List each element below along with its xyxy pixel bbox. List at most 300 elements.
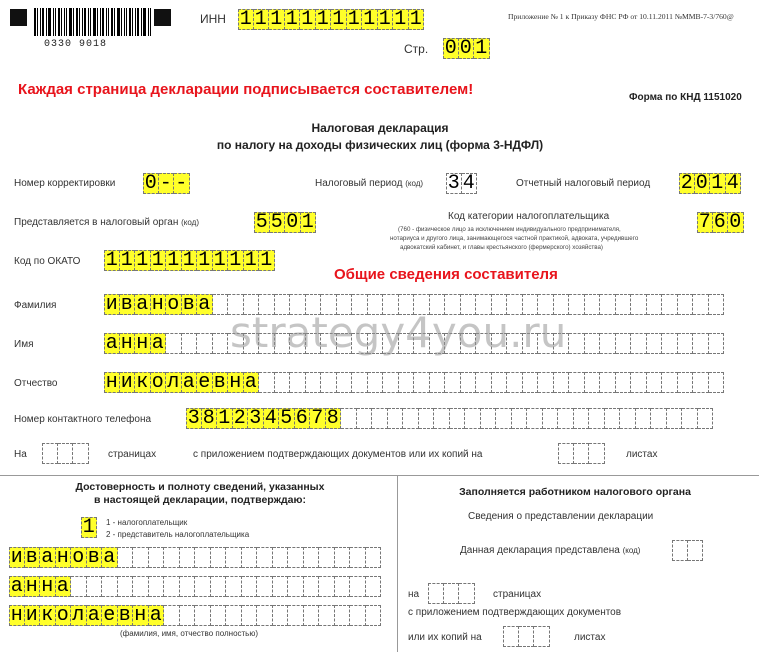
barcode-bar — [137, 8, 139, 36]
tax-authority-text: Представляется в налоговый орган — [14, 217, 179, 228]
inn-label: ИНН — [200, 12, 226, 26]
form-cell — [341, 408, 357, 429]
form-cell — [434, 408, 450, 429]
form-cell — [357, 408, 373, 429]
form-cell: 1 — [316, 9, 332, 30]
form-cell: 0 — [459, 38, 475, 59]
form-cell: а — [56, 576, 72, 597]
form-cell: 1 — [300, 9, 316, 30]
form-cell — [164, 605, 180, 626]
form-cell: 2 — [680, 171, 693, 195]
barcode-bar — [76, 8, 78, 36]
form-cell: а — [105, 331, 118, 355]
barcode-bar — [93, 8, 96, 36]
form-cell — [273, 576, 289, 597]
form-cell: а — [197, 294, 213, 315]
form-cell — [195, 605, 211, 626]
form-cell: о — [166, 294, 182, 315]
form-cell — [195, 547, 211, 568]
form-cell — [503, 626, 519, 647]
form-cell: е — [102, 605, 118, 626]
form-cell — [585, 333, 601, 354]
form-cell — [242, 547, 258, 568]
form-cell — [569, 333, 585, 354]
form-cell: а — [244, 372, 260, 393]
staff-attach-2: или их копий на — [408, 632, 482, 643]
form-cell — [180, 547, 196, 568]
form-cell: 1 — [166, 250, 182, 271]
form-cell — [678, 372, 694, 393]
barcode-digits: 0330 9018 — [44, 39, 108, 50]
form-cell: а — [40, 547, 56, 568]
category-field[interactable] — [697, 212, 744, 233]
form-cell: 4 — [726, 173, 742, 194]
form-cell — [133, 547, 149, 568]
form-cell: а — [87, 605, 103, 626]
inn-field[interactable] — [238, 9, 424, 30]
form-cell — [616, 333, 632, 354]
form-cell: и — [25, 605, 41, 626]
staff-attach-1: с приложением подтверждающих документов — [408, 607, 622, 618]
form-cell: к — [40, 605, 56, 626]
tax-period-code: (код) — [405, 179, 424, 188]
form-cell: о — [71, 547, 87, 568]
staff-sheets-word: листах — [574, 632, 606, 643]
form-cell: 0 — [285, 212, 301, 233]
form-cell — [428, 583, 444, 604]
form-cell — [180, 576, 196, 597]
form-cell: в — [182, 294, 198, 315]
staff-block-title: Заполняется работником налогового органа — [459, 486, 691, 498]
form-cell — [682, 408, 698, 429]
form-cell — [197, 333, 213, 354]
form-cell — [512, 408, 528, 429]
form-cell — [273, 605, 289, 626]
form-cell: о — [56, 605, 72, 626]
form-cell — [678, 294, 694, 315]
form-cell: 1 — [362, 9, 378, 30]
form-cell — [118, 576, 134, 597]
form-cell: 1 — [474, 38, 490, 59]
form-cell: и — [105, 292, 118, 316]
staff-block-subtitle: Сведения о представлении декларации — [468, 511, 654, 522]
column-divider — [397, 475, 398, 652]
correction-label: Номер корректировки — [14, 178, 116, 189]
barcode-bar — [150, 8, 151, 36]
form-cell — [662, 333, 678, 354]
form-cell: 1 — [217, 408, 233, 429]
form-cell — [519, 626, 535, 647]
form-cell — [569, 294, 585, 315]
form-cell — [257, 547, 273, 568]
form-cell — [58, 443, 74, 464]
form-cell: 1 — [239, 7, 252, 31]
form-cell: н — [133, 605, 149, 626]
form-cell — [133, 576, 149, 597]
form-cell — [647, 372, 663, 393]
form-cell — [558, 443, 574, 464]
form-cell — [211, 576, 227, 597]
form-cell — [399, 372, 415, 393]
form-cell — [366, 605, 382, 626]
document-title-line2: по налогу на доходы физических лиц (форма 3-НДФЛ) — [216, 138, 544, 152]
form-cell — [672, 540, 688, 561]
barcode-bar — [100, 8, 101, 36]
signer-name-field[interactable] — [9, 576, 381, 597]
form-cell — [631, 372, 647, 393]
form-cell: 4 — [462, 173, 478, 194]
form-cell — [450, 408, 466, 429]
form-cell — [211, 547, 227, 568]
form-cell — [319, 547, 335, 568]
form-cell — [259, 372, 275, 393]
barcode-bar — [117, 8, 120, 36]
pages-word: страницах — [108, 449, 157, 460]
confirm-title-1: Достоверность и полноту сведений, указанных — [75, 481, 325, 493]
form-cell: 1 — [197, 250, 213, 271]
barcode-bar — [148, 8, 149, 36]
form-cell: в — [25, 547, 41, 568]
form-cell: 1 — [259, 250, 275, 271]
sheets-count-field[interactable] — [558, 443, 605, 464]
form-cell — [647, 294, 663, 315]
form-cell — [321, 372, 337, 393]
barcode-bar — [106, 8, 107, 36]
form-cell: 8 — [202, 408, 218, 429]
form-cell — [366, 576, 382, 597]
form-cell — [574, 443, 590, 464]
form-cell — [693, 333, 709, 354]
form-cell: в — [120, 294, 136, 315]
form-cell: а — [10, 574, 23, 598]
barcode-bar — [73, 8, 74, 36]
form-cell — [288, 605, 304, 626]
barcode-bar — [84, 8, 86, 36]
form-cell — [71, 576, 87, 597]
form-cell: 1 — [82, 515, 95, 539]
form-cell — [605, 408, 621, 429]
form-cell — [693, 294, 709, 315]
form-cell — [164, 547, 180, 568]
phone-label: Номер контактного телефона — [14, 414, 152, 425]
tax-period-text: Налоговый период — [315, 178, 403, 189]
form-cell: н — [135, 333, 151, 354]
form-cell — [709, 333, 725, 354]
form-cell: 1 — [228, 250, 244, 271]
barcode-bar — [114, 8, 115, 36]
barcode-bar — [124, 8, 125, 36]
form-cell — [226, 605, 242, 626]
form-cell — [585, 372, 601, 393]
staff-on-label: на — [408, 589, 420, 600]
form-cell — [492, 372, 508, 393]
form-cell — [319, 605, 335, 626]
form-cell: а — [182, 372, 198, 393]
form-cell: 6 — [713, 212, 729, 233]
form-cell — [430, 372, 446, 393]
form-cell — [616, 294, 632, 315]
name-label: Имя — [14, 339, 34, 350]
form-cell: 6 — [295, 408, 311, 429]
barcode-bar — [79, 8, 80, 36]
barcode-bar — [69, 8, 72, 36]
category-note-1: (760 - физическое лицо за исключением индивидуального предпринимателя, — [398, 226, 621, 233]
form-cell — [709, 294, 725, 315]
form-cell — [543, 408, 559, 429]
form-cell — [372, 408, 388, 429]
form-cell — [403, 408, 419, 429]
form-cell: 0 — [728, 212, 744, 233]
form-cell — [569, 372, 585, 393]
form-cell: н — [40, 576, 56, 597]
form-cell: к — [135, 372, 151, 393]
form-cell — [304, 576, 320, 597]
form-cell — [527, 408, 543, 429]
signer-patronymic-field[interactable] — [9, 605, 381, 626]
form-cell — [242, 605, 258, 626]
form-cell — [589, 408, 605, 429]
form-cell — [600, 333, 616, 354]
barcode-bar — [129, 8, 131, 36]
form-cell: 3 — [248, 408, 264, 429]
form-cell — [275, 372, 291, 393]
form-cell: н — [120, 333, 136, 354]
form-cell — [523, 372, 539, 393]
form-cell — [693, 372, 709, 393]
form-cell — [350, 547, 366, 568]
form-cell: 1 — [710, 173, 726, 194]
corner-marker-left — [10, 9, 27, 26]
section-title: Общие сведения составителя — [334, 266, 558, 283]
form-cell: 1 — [254, 9, 270, 30]
barcode — [34, 8, 153, 36]
form-cell: 5 — [270, 212, 286, 233]
category-label: Код категории налогоплательщика — [448, 211, 610, 222]
form-cell: е — [197, 372, 213, 393]
form-cell — [319, 576, 335, 597]
form-cell: 1 — [347, 9, 363, 30]
barcode-bar — [42, 8, 44, 36]
form-cell — [538, 372, 554, 393]
form-cell — [445, 372, 461, 393]
form-cell — [444, 583, 460, 604]
patronymic-label: Отчество — [14, 378, 58, 389]
form-cell — [554, 372, 570, 393]
barcode-bar — [132, 8, 133, 36]
form-cell: 2 — [233, 408, 249, 429]
form-cell — [476, 372, 492, 393]
form-cell — [459, 583, 475, 604]
signature-warning: Каждая страница декларации подписывается составителем! — [18, 81, 474, 98]
tax-period-label — [315, 178, 423, 189]
tax-authority-field[interactable] — [254, 212, 316, 233]
form-cell — [350, 576, 366, 597]
tax-period-field[interactable] — [446, 173, 477, 194]
form-cell — [600, 294, 616, 315]
form-cell — [335, 605, 351, 626]
form-cell: 3 — [447, 171, 460, 195]
form-cell: 4 — [264, 408, 280, 429]
pages-on-label: На — [14, 449, 27, 460]
form-cell: в — [118, 605, 134, 626]
form-cell — [620, 408, 636, 429]
phone-field[interactable] — [186, 408, 713, 429]
barcode-bar — [37, 8, 38, 36]
page-number-field[interactable] — [443, 38, 490, 59]
form-cell — [149, 547, 165, 568]
surname-label: Фамилия — [14, 300, 57, 311]
patronymic-field[interactable] — [104, 372, 724, 393]
tax-authority-code: (код) — [181, 218, 199, 227]
form-cell: 7 — [698, 210, 711, 234]
form-cell — [257, 576, 273, 597]
form-cell: о — [151, 372, 167, 393]
form-cell — [698, 408, 714, 429]
form-cell: 0 — [695, 173, 711, 194]
form-cell — [585, 294, 601, 315]
barcode-bar — [46, 8, 47, 36]
confirm-title-2: в настоящей декларации, подтверждаю: — [94, 494, 306, 506]
correction-field[interactable] — [143, 173, 190, 194]
form-cell — [306, 372, 322, 393]
form-cell: 1 — [244, 250, 260, 271]
form-cell — [589, 443, 605, 464]
form-cell — [304, 605, 320, 626]
category-note-2: нотариуса и другого лица, занимающегося частной практикой, адвоката, учредившего — [390, 235, 639, 242]
form-cell — [709, 372, 725, 393]
barcode-bar — [53, 8, 54, 36]
form-cell: а — [151, 333, 167, 354]
form-cell — [335, 576, 351, 597]
form-cell: 1 — [182, 250, 198, 271]
form-cell — [461, 372, 477, 393]
form-cell: 0 — [444, 36, 457, 60]
okato-label: Код по ОКАТО — [14, 256, 81, 267]
form-cell — [667, 408, 683, 429]
form-cell — [118, 547, 134, 568]
signer-surname-field[interactable] — [9, 547, 381, 568]
form-cell: 1 — [135, 250, 151, 271]
form-cell — [534, 626, 550, 647]
signer-option-1: 1 - налогоплательщик — [106, 518, 188, 527]
form-cell: 7 — [310, 408, 326, 429]
form-cell — [662, 372, 678, 393]
signer-option-2: 2 - представитель налогоплательщика — [106, 530, 250, 539]
form-cell — [496, 408, 512, 429]
barcode-bar — [34, 8, 36, 36]
form-cell: 1 — [151, 250, 167, 271]
form-cell: 5 — [279, 408, 295, 429]
form-cell: 1 — [393, 9, 409, 30]
submitted-code-field[interactable] — [672, 540, 703, 561]
form-cell — [226, 547, 242, 568]
report-year-field[interactable] — [679, 173, 741, 194]
form-cell: н — [105, 370, 118, 394]
form-cell: н — [228, 372, 244, 393]
form-cell — [73, 443, 89, 464]
staff-pages-word: страницах — [493, 589, 542, 600]
signer-type-field[interactable] — [81, 517, 97, 538]
form-cell — [257, 605, 273, 626]
form-cell — [164, 576, 180, 597]
form-cell — [600, 372, 616, 393]
form-cell: 8 — [326, 408, 342, 429]
form-cell — [647, 333, 663, 354]
barcode-bar — [58, 8, 60, 36]
form-cell — [636, 408, 652, 429]
barcode-bar — [97, 8, 98, 36]
barcode-bar — [141, 8, 142, 36]
barcode-bar — [121, 8, 122, 36]
form-cell: 1 — [269, 9, 285, 30]
corner-marker-mid — [154, 9, 171, 26]
barcode-bar — [61, 8, 62, 36]
barcode-bar — [126, 8, 127, 36]
form-cell — [465, 408, 481, 429]
form-cell — [352, 372, 368, 393]
tax-authority-label — [14, 217, 199, 228]
form-cell — [211, 605, 227, 626]
barcode-bar — [111, 8, 113, 36]
form-cell — [574, 408, 590, 429]
form-cell — [366, 547, 382, 568]
attach-text: с приложением подтверждающих документов или их копий на — [193, 449, 483, 460]
okato-field[interactable] — [104, 250, 275, 271]
watermark: strategy4you.ru — [230, 308, 567, 357]
signer-caption: (фамилия, имя, отчество полностью) — [120, 629, 259, 638]
form-cell: н — [10, 603, 23, 627]
section-divider — [0, 475, 759, 476]
barcode-bar — [64, 8, 65, 36]
form-cell: 1 — [378, 9, 394, 30]
form-cell — [213, 333, 229, 354]
barcode-bar — [143, 8, 146, 36]
barcode-bar — [48, 8, 51, 36]
report-year-label: Отчетный налоговый период — [516, 178, 651, 189]
staff-sheets-field[interactable] — [503, 626, 550, 647]
form-cell: л — [71, 605, 87, 626]
form-cell: и — [120, 372, 136, 393]
form-cell: н — [25, 576, 41, 597]
form-cell — [350, 605, 366, 626]
form-cell: - — [159, 173, 175, 194]
pages-count-field[interactable] — [42, 443, 89, 464]
form-cell: л — [166, 372, 182, 393]
form-cell — [558, 408, 574, 429]
barcode-bar — [135, 8, 136, 36]
form-cell — [337, 372, 353, 393]
barcode-bar — [55, 8, 56, 36]
form-cell — [242, 576, 258, 597]
staff-pages-field[interactable] — [428, 583, 475, 604]
page-label: Стр. — [404, 42, 429, 56]
form-cell — [414, 372, 430, 393]
form-cell — [288, 547, 304, 568]
form-cell — [87, 576, 103, 597]
form-cell: 1 — [105, 248, 118, 272]
form-cell: 1 — [285, 9, 301, 30]
form-cell: 1 — [120, 250, 136, 271]
form-cell: и — [10, 545, 23, 569]
form-cell — [419, 408, 435, 429]
form-cell: 1 — [301, 212, 317, 233]
form-cell: 1 — [213, 250, 229, 271]
form-cell: 3 — [187, 406, 200, 430]
barcode-bar — [102, 8, 104, 36]
form-cell: 1 — [409, 9, 425, 30]
form-cell: а — [135, 294, 151, 315]
order-note: Приложение № 1 к Приказу ФНС РФ от 10.11.2011 №ММВ-7-3/760@ — [508, 12, 734, 21]
